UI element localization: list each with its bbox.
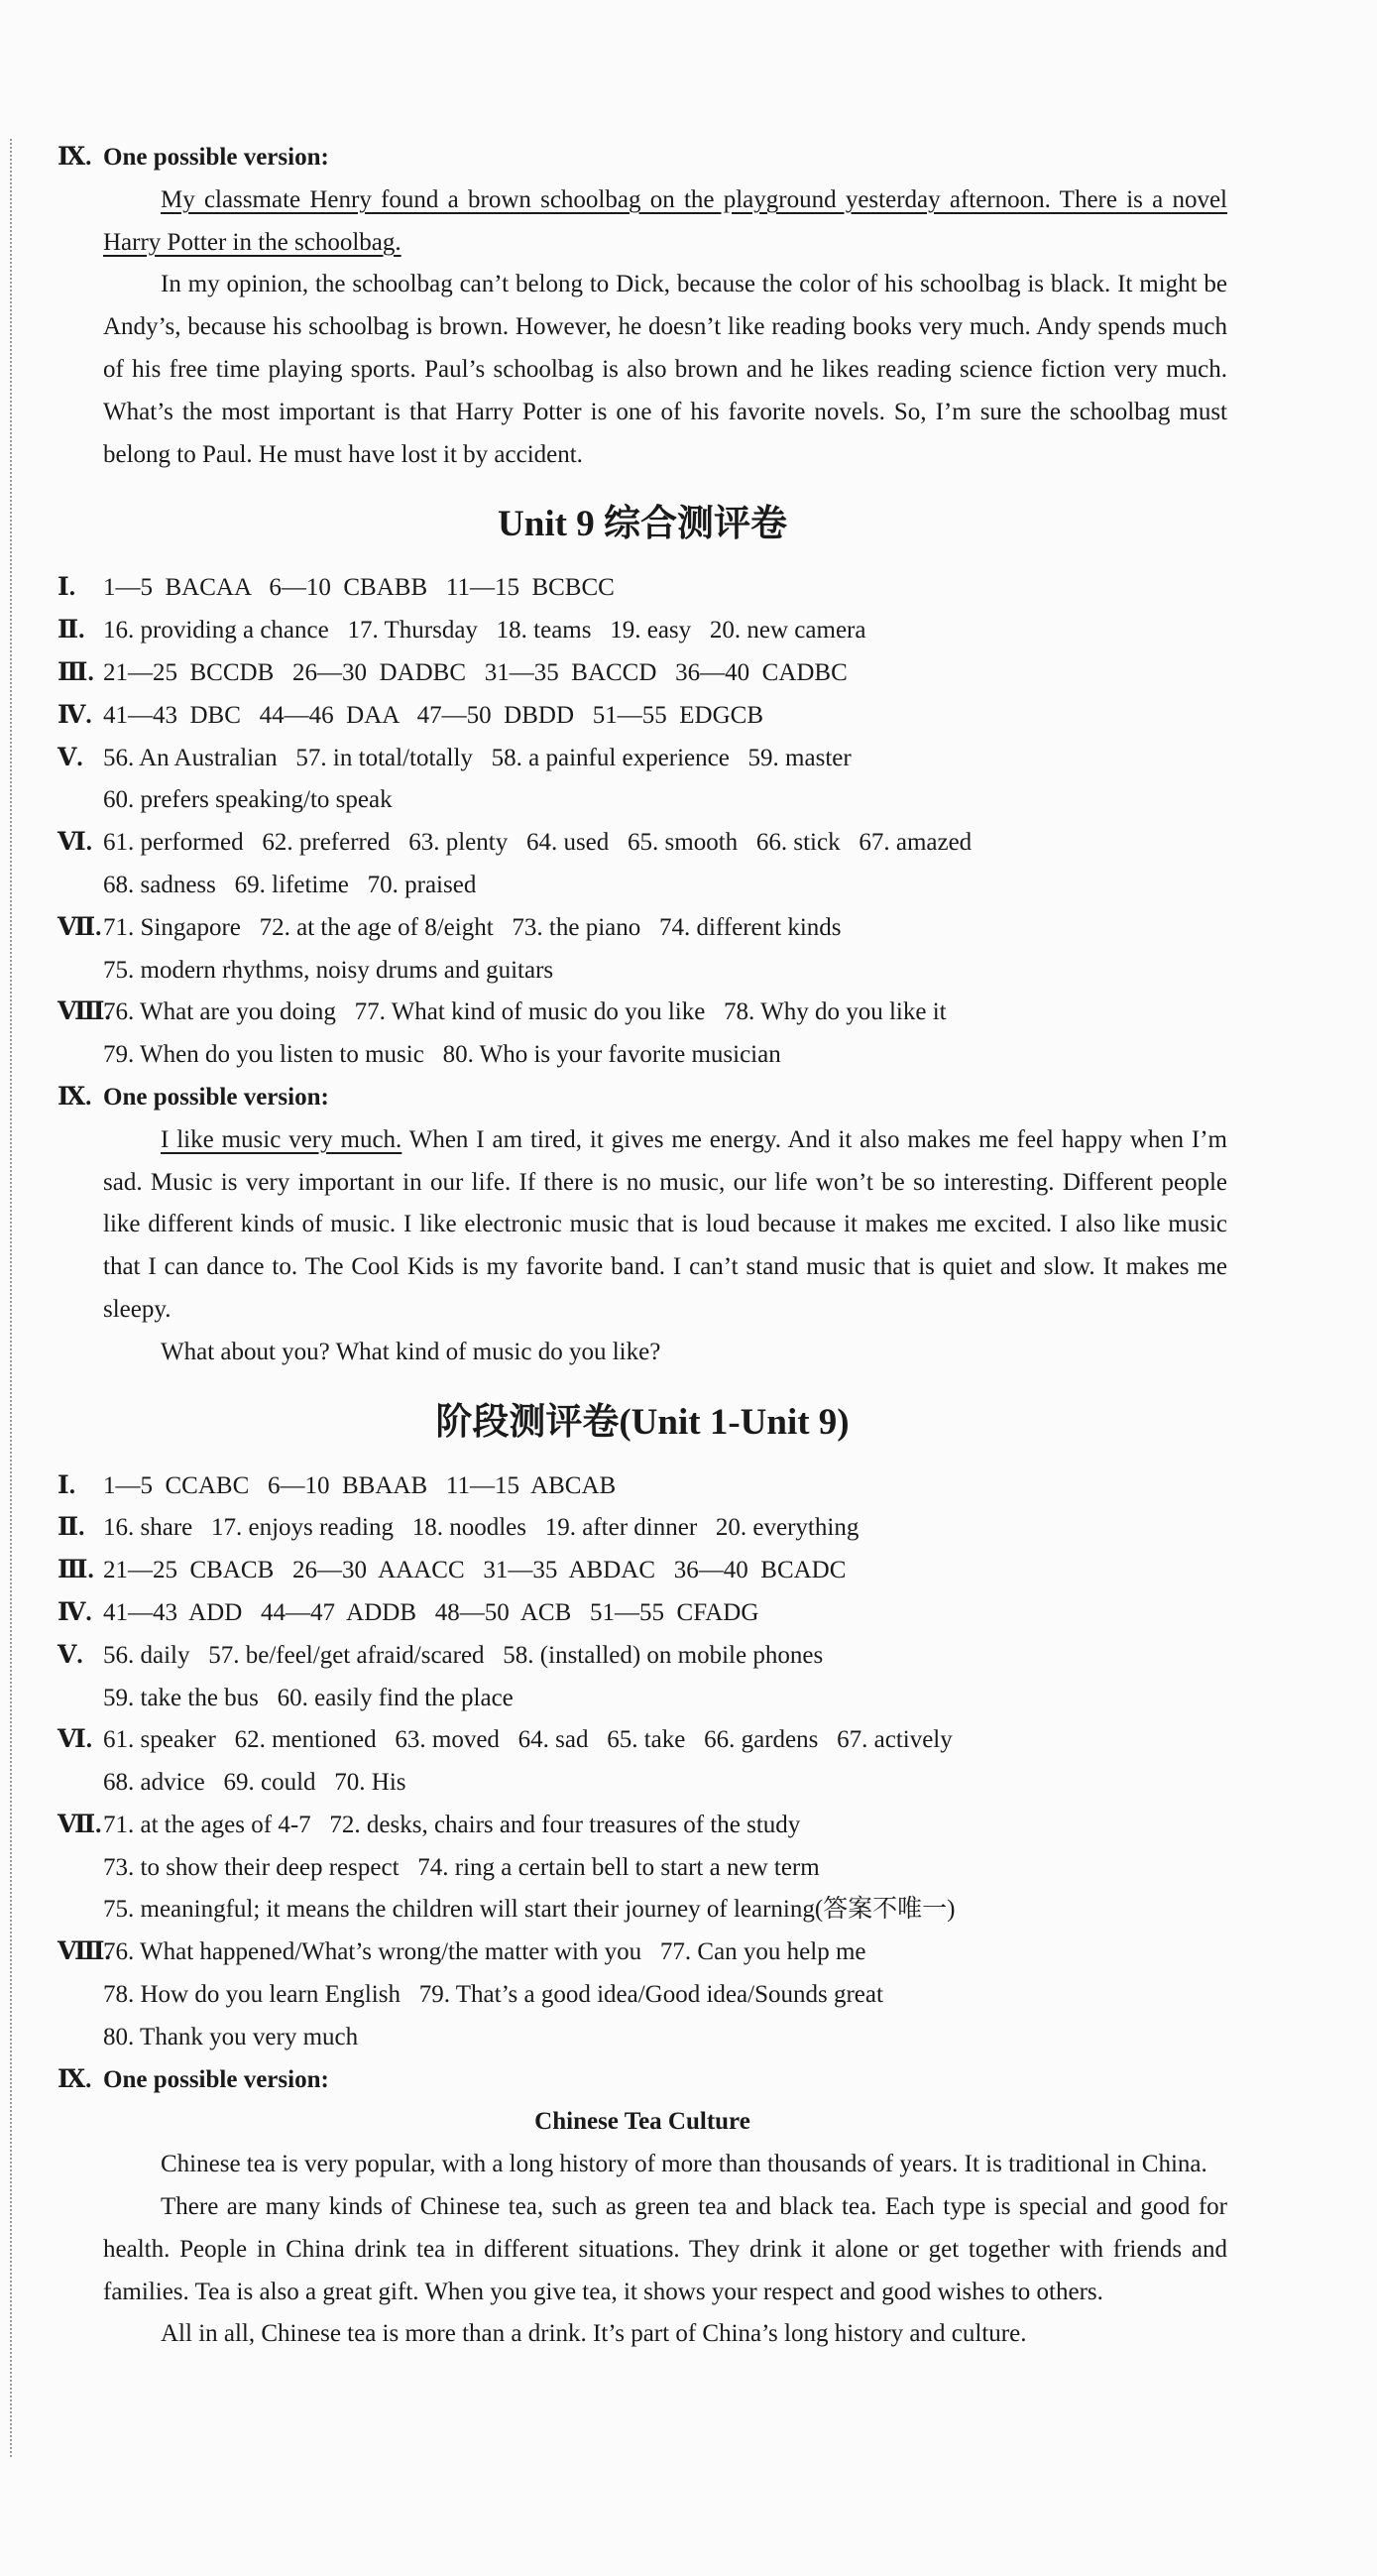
- essay-intro: [57, 179, 1227, 265]
- section-header: [57, 1077, 1227, 1119]
- answer-label: Ⅵ.: [57, 829, 92, 857]
- answer-line: [57, 695, 1227, 738]
- answer-line: [57, 1678, 1227, 1720]
- answer-label: Ⅰ.: [57, 1471, 75, 1499]
- answer-text: 16. share 17. enjoys reading 18. noodles 19. after dinner 20. everything: [103, 1514, 860, 1542]
- essay-paragraph: Chinese tea is very popular, with a long history of more than thousands of years. It is traditional in China.: [161, 2151, 1207, 2178]
- underlined-sentence: My classmate Henry found a brown schoolbag on the playground yesterday afternoon. There is a novel Harry Potter in the schoolbag.: [103, 185, 1227, 256]
- answer-text: 76. What are you doing 77. What kind of music do you like 78. Why do you like it: [103, 998, 947, 1026]
- answer-text: 79. When do you listen to music 80. Who is your favorite musician: [103, 1041, 781, 1069]
- section-header: [57, 137, 1227, 179]
- answer-label: Ⅴ.: [57, 1641, 83, 1669]
- answer-line: [57, 738, 1227, 780]
- answer-text: 56. daily 57. be/feel/get afraid/scared 58. (installed) on mobile phones: [103, 1641, 824, 1669]
- answer-line: [57, 992, 1227, 1034]
- answer-line: [57, 1762, 1227, 1805]
- answer-text: 41—43 ADD 44—47 ADDB 48—50 ACB 51—55 CFADG: [103, 1598, 759, 1626]
- answer-line: [57, 1550, 1227, 1592]
- answer-label: Ⅵ.: [57, 1726, 92, 1754]
- answer-content: [57, 137, 1227, 2356]
- answer-text: 60. prefers speaking/to speak: [103, 786, 393, 814]
- answer-text: 21—25 CBACB 26—30 AAACC 31—35 ABDAC 36—40 BCADC: [103, 1557, 847, 1584]
- answer-label: Ⅴ.: [57, 744, 83, 771]
- answer-line: [57, 1465, 1227, 1508]
- answer-text: 16. providing a chance 17. Thursday 18. teams 19. easy 20. new camera: [103, 617, 866, 644]
- answer-line: [57, 2017, 1227, 2059]
- answer-text: 71. at the ages of 4-7 72. desks, chairs and four treasures of the study: [103, 1811, 801, 1838]
- stage-title: 阶段测评卷(Unit 1-Unit 9): [435, 1401, 850, 1443]
- answer-line: [57, 779, 1227, 822]
- answer-label: Ⅶ.: [57, 1811, 102, 1838]
- answer-line: [57, 1847, 1227, 1890]
- answer-text: 75. modern rhythms, noisy drums and guitars: [103, 956, 554, 984]
- answer-text: 80. Thank you very much: [103, 2023, 359, 2050]
- answer-label: Ⅷ.: [57, 1938, 111, 1966]
- section-title: One possible version:: [103, 2065, 329, 2093]
- answer-text: 78. How do you learn English 79. That’s a good idea/Good idea/Sounds great: [103, 1981, 883, 2009]
- section-label: Ⅸ.: [57, 1083, 92, 1111]
- answer-label: Ⅳ.: [57, 1598, 92, 1626]
- answer-line: [57, 865, 1227, 907]
- answer-text: 59. take the bus 60. easily find the place: [103, 1684, 514, 1711]
- stage-answers: [57, 1465, 1227, 2059]
- answer-text: 1—5 BACAA 6—10 CBABB 11—15 BCBCC: [103, 574, 615, 602]
- answer-label: Ⅰ.: [57, 574, 75, 602]
- essay-paragraph: All in all, Chinese tea is more than a drink. It’s part of China’s long history and culture.: [161, 2320, 1027, 2348]
- answer-label: Ⅶ.: [57, 913, 102, 941]
- answer-text: 73. to show their deep respect 74. ring a certain bell to start a new term: [103, 1853, 820, 1881]
- answer-label: Ⅳ.: [57, 701, 92, 729]
- answer-line: [57, 610, 1227, 652]
- answer-line: [57, 907, 1227, 950]
- answer-text: 61. performed 62. preferred 63. plenty 64. used 65. smooth 66. stick 67. amazed: [103, 829, 973, 857]
- answer-text: 21—25 BCCDB 26—30 DADBC 31—35 BACCD 36—40 CADBC: [103, 658, 848, 686]
- answer-line: [57, 1507, 1227, 1550]
- answer-line: [57, 1974, 1227, 2017]
- answer-text: 75. meaningful; it means the children will start their journey of learning(答案不唯一): [103, 1896, 956, 1924]
- unit9-title: Unit 9 综合测评卷: [498, 504, 787, 545]
- answer-text: 56. An Australian 57. in total/totally 58. a painful experience 59. master: [103, 744, 852, 771]
- answer-line: [57, 1719, 1227, 1762]
- answer-text: 68. sadness 69. lifetime 70. praised: [103, 871, 477, 898]
- answer-text: 68. advice 69. could 70. His: [103, 1769, 406, 1797]
- answer-label: Ⅱ.: [57, 1514, 85, 1542]
- section-title: One possible version:: [103, 144, 329, 171]
- answer-line: [57, 1034, 1227, 1077]
- answer-line: [57, 822, 1227, 865]
- essay-paragraph: What about you? What kind of music do you like?: [161, 1338, 661, 1365]
- answer-text: 71. Singapore 72. at the age of 8/eight 73. the piano 74. different kinds: [103, 913, 842, 941]
- essay-text: When I am tired, it gives me energy. And it also makes me feel happy when I’m sad. Music is very important in our life. If there is no music, our life won’t be so interesting. Different people like different kinds of music. I like electronic music that is loud because it makes me excited. I also like music that I can dance to. The Cool Kids is my favorite band. I can’t stand music that is quiet and slow. It makes me sleepy.: [103, 1125, 1227, 1323]
- answer-line: [57, 1889, 1227, 1932]
- underlined-sentence: I like music very much.: [161, 1125, 402, 1153]
- answer-label: Ⅲ.: [57, 658, 94, 686]
- answer-line: [57, 950, 1227, 993]
- essay-paragraph: [57, 1119, 1227, 1332]
- section-label: Ⅸ.: [57, 144, 92, 171]
- answer-text: 61. speaker 62. mentioned 63. moved 64. sad 65. take 66. gardens 67. actively: [103, 1726, 953, 1754]
- essay-title: Chinese Tea Culture: [534, 2108, 750, 2136]
- essay-paragraph: There are many kinds of Chinese tea, such as green tea and black tea. Each type is special and good for health. People in China drink tea in different situations. They drink it alone or get together with friends and families. Tea is also a great gift. When you give tea, it shows your respect and good wishes to others.: [103, 2193, 1227, 2305]
- answer-line: [57, 567, 1227, 610]
- section-header: [57, 2059, 1227, 2102]
- binding-dotted-line: [10, 139, 12, 2457]
- unit9-answers: [57, 567, 1227, 1077]
- essay-paragraph: In my opinion, the schoolbag can’t belong to Dick, because the color of his schoolbag is black. It might be Andy’s, because his schoolbag is brown. However, he doesn’t like reading books very much. Andy spends much of his free time playing sports. Paul’s schoolbag is also brown and he likes reading science fiction very much. What’s the most important is that Harry Potter is one of his favorite novels. So, I’m sure the schoolbag must belong to Paul. He must have lost it by accident.: [103, 271, 1227, 468]
- answer-line: [57, 1635, 1227, 1678]
- answer-text: 76. What happened/What’s wrong/the matter with you 77. Can you help me: [103, 1938, 866, 1966]
- answer-line: [57, 1592, 1227, 1635]
- section-title: One possible version:: [103, 1083, 329, 1111]
- answer-line: [57, 1805, 1227, 1847]
- answer-line: [57, 652, 1227, 695]
- answer-line: [57, 1932, 1227, 1974]
- answer-label: Ⅱ.: [57, 617, 85, 644]
- answer-text: 1—5 CCABC 6—10 BBAAB 11—15 ABCAB: [103, 1471, 617, 1499]
- answer-label: Ⅲ.: [57, 1557, 94, 1584]
- answer-label: Ⅷ.: [57, 998, 111, 1026]
- section-label: Ⅸ.: [57, 2065, 92, 2093]
- answer-text: 41—43 DBC 44—46 DAA 47—50 DBDD 51—55 EDGCB: [103, 701, 764, 729]
